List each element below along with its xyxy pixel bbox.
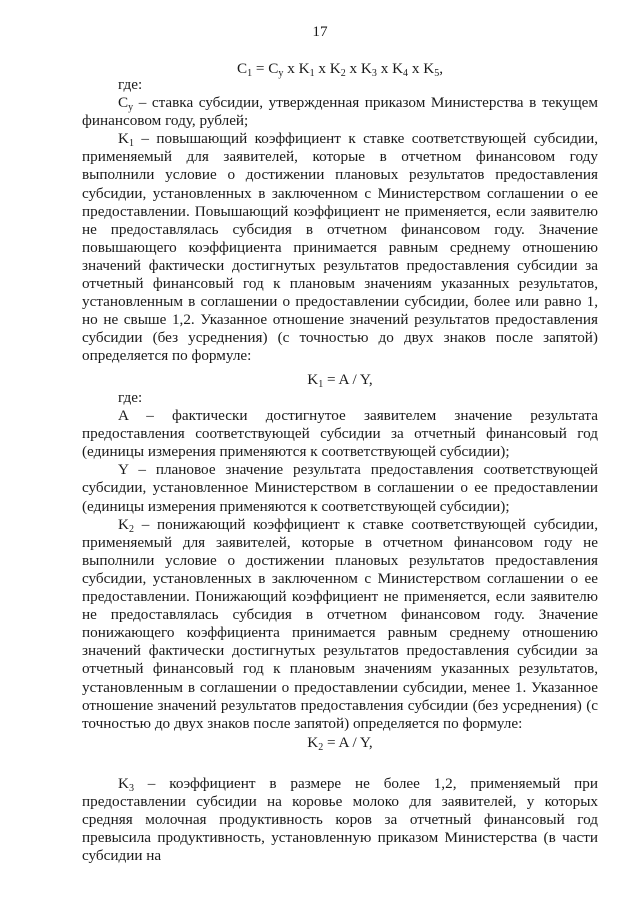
- page-number: 17: [312, 23, 328, 40]
- paragraph-cy: $C_y$ – ставка субсидии, утвержденная приказом Министерства в текущем финансовом году, рублей;: [82, 94, 598, 130]
- where-label-1: где:: [118, 76, 143, 93]
- text-block-1: [82, 76, 598, 366]
- formula-k2: $K_2 = A / Y$,: [307, 734, 373, 753]
- paragraph-k2: $K_2$ – понижающий коэффициент к ставке соответствующей субсидии, применяемый для заявителей, которые в отчетном финансовом году не выполнили условие о достижении плановых результатов предоставления субсидии, установленных в заключенном с Министерством соглашении о ее предоставлении. Понижающий коэффициент не применяется, если заявителю не предоставлялась субсидия в отчетном финансовом году. Значение понижающего коэффициента принимается равным среднему отношению значений фактически достигнутых результатов предоставления субсидии за отчетный финансовый год к плановым значениям указанных результатов, установленным в соглашении о предоставлении субсидии, менее 1. Указанное отношение значений результатов предоставления субсидии (без усреднения) (с точностью до двух знаков после запятой) определяется по формуле:: [82, 515, 598, 732]
- text-block-2: [82, 389, 598, 733]
- paragraph-a: A – фактически достигнутое заявителем значение результата предоставления соответствующей субсидии за отчетный финансовый год (единицы измерения применяются к соответствующей субсидии);: [82, 407, 598, 461]
- text-block-3: [82, 775, 598, 865]
- paragraph-y: Y – плановое значение результата предоставления соответствующей субсидии, установленное Министерством в соглашении о ее предоставлении (единицы измерения применяются к соответствующей субсидии);: [82, 461, 598, 515]
- formula-c1: $C_1 = C_y$ x $K_1$ x $K_2$ x $K_3$ x $K_4$ x $K_5$,: [236, 60, 443, 79]
- where-label-2: где:: [118, 389, 143, 406]
- paragraph-k3: $K_3$ – коэффициент в размере не более 1,2, применяемый при предоставлении субсидии на коровье молоко для заявителей, у которых средняя молочная продуктивность коров за отчетный финансовый год превысила продуктивность, установленную приказом Министерства (в части субсидии на: [82, 775, 598, 865]
- formula-k1: $K_1 = A / Y$,: [307, 371, 373, 390]
- paragraph-k1: $K_1$ – повышающий коэффициент к ставке соответствующей субсидии, применяемый для заявителей, которые в отчетном финансовом году выполнили условие о достижении плановых результатов предоставления субсидии, установленных в заключенном с Министерством соглашении о ее предоставлении. Повышающий коэффициент не применяется, если заявителю не предоставлялась субсидия в отчетном финансовом году. Значение повышающего коэффициента принимается равным среднему отношению значений фактически достигнутых результатов предоставления субсидии за отчетный финансовый год к плановым значениям указанных результатов, установленным в соглашении о предоставлении субсидии, более или равно 1, но не свыше 1,2. Указанное отношение значений результатов предоставления субсидии (без усреднения) (с точностью до двух знаков после запятой) определяется по формуле:: [82, 130, 598, 365]
